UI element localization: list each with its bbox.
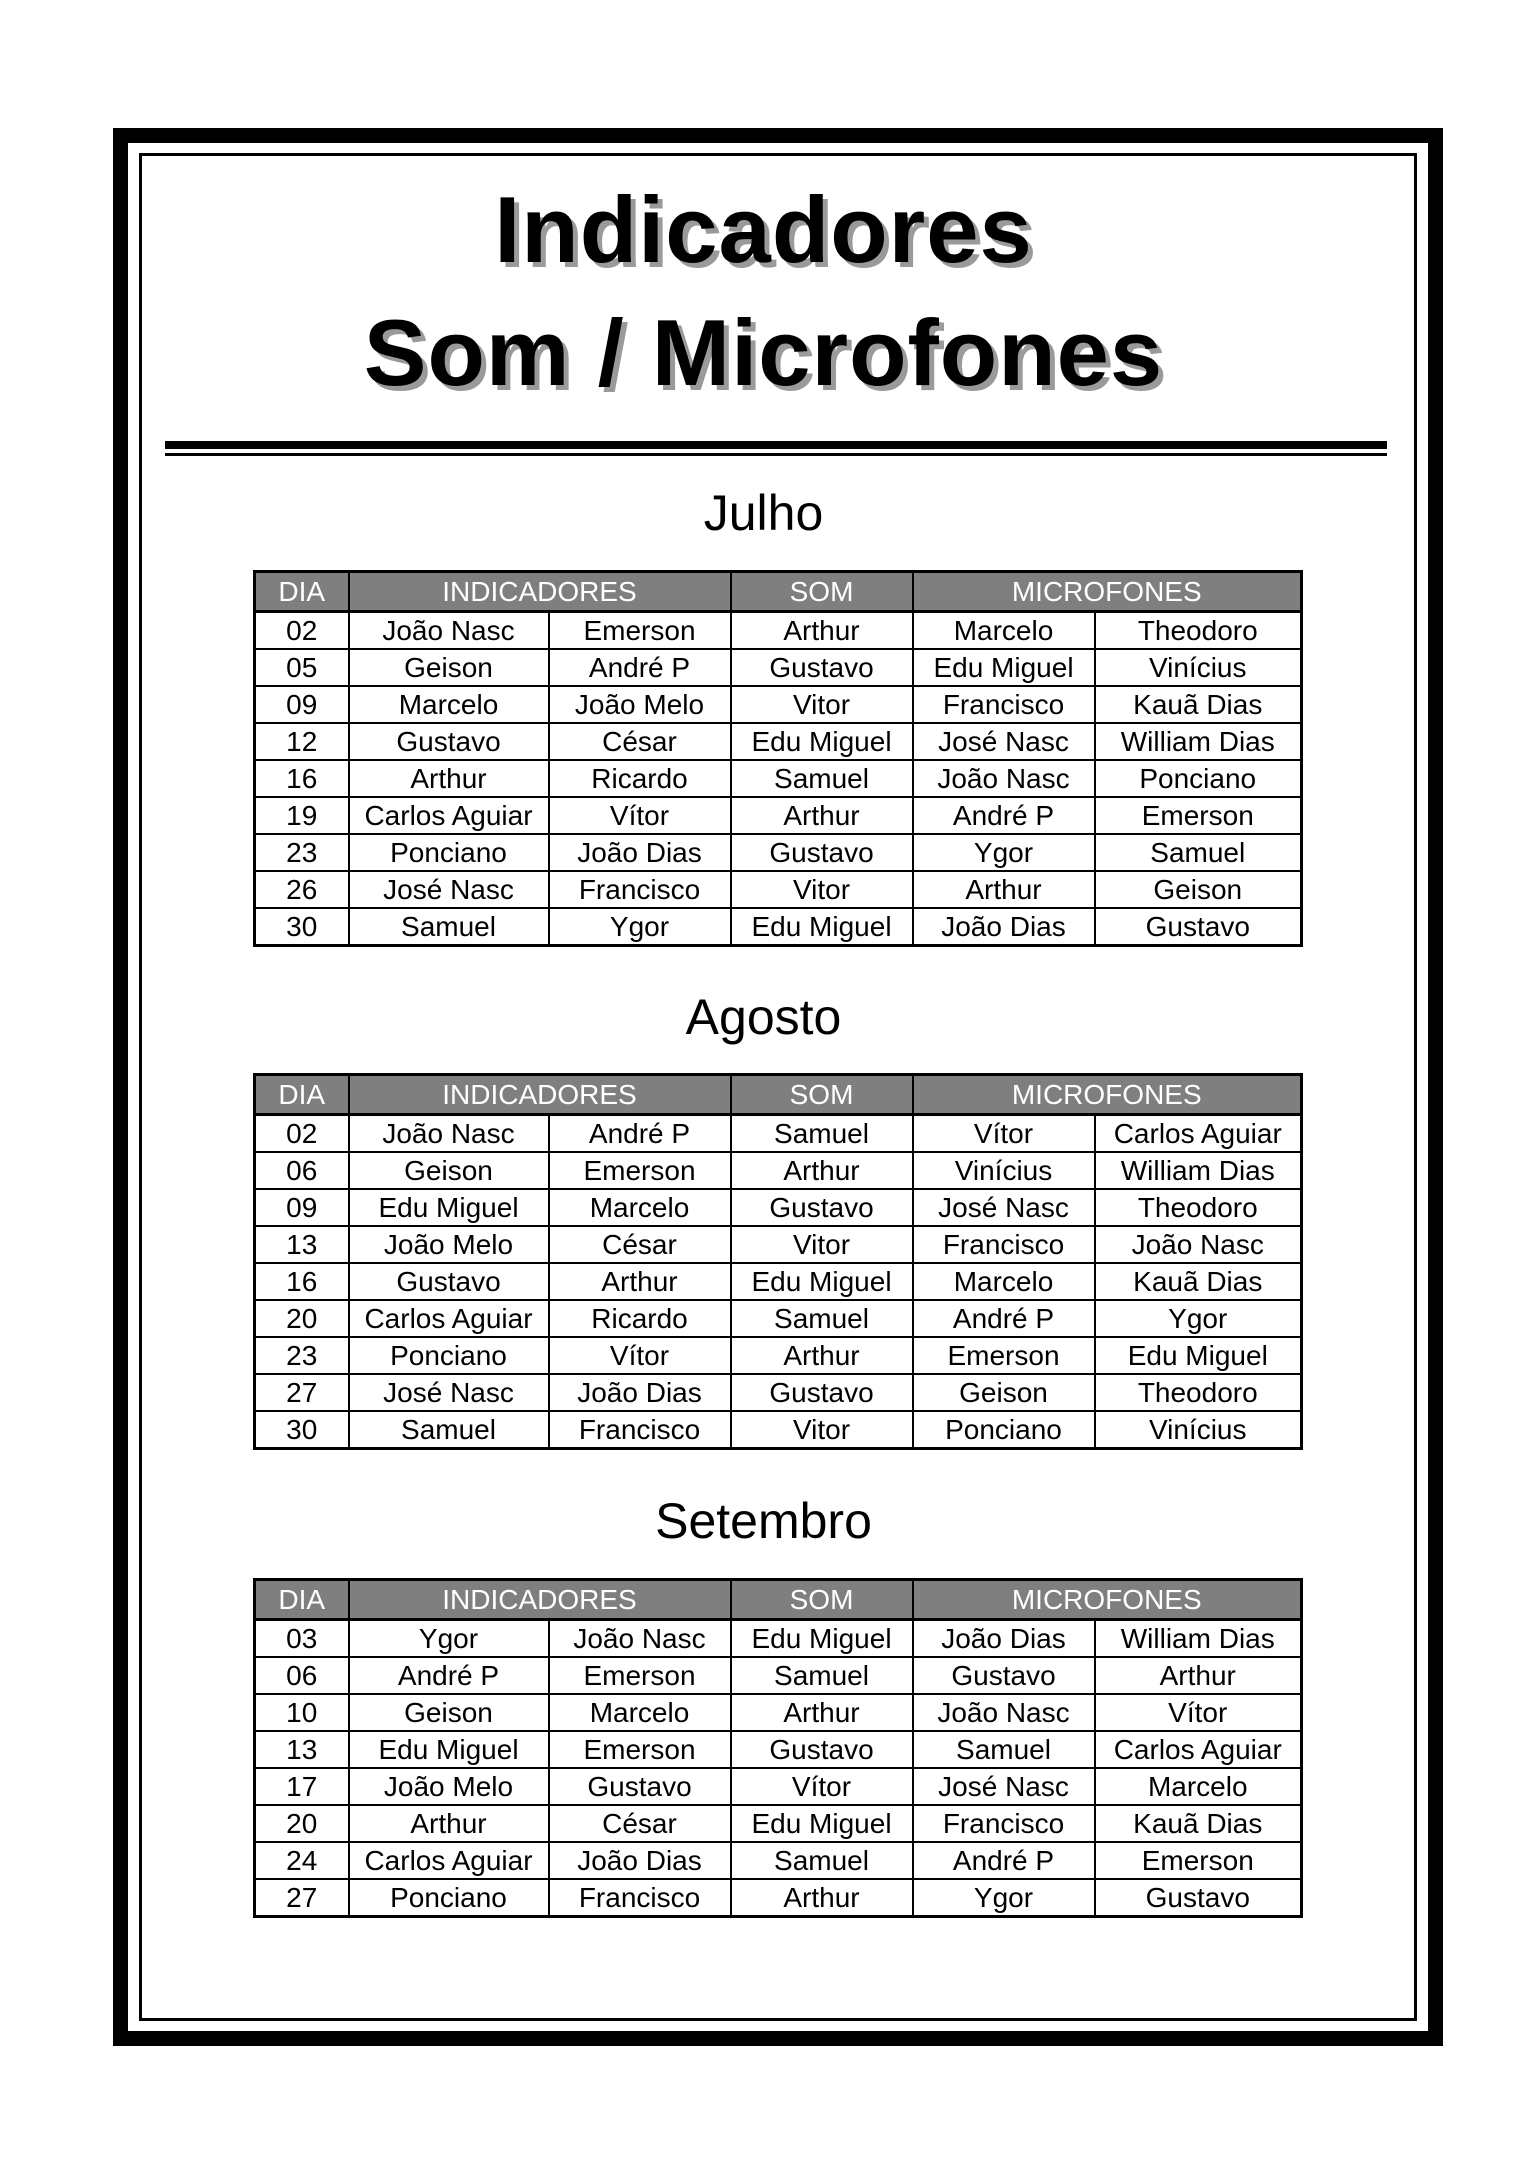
cell-indicador-1: Marcelo (349, 686, 549, 723)
cell-som: Vitor (731, 1226, 913, 1263)
cell-dia: 10 (255, 1694, 349, 1731)
header-indicadores: INDICADORES (349, 572, 731, 612)
cell-indicador-2: André P (549, 649, 731, 686)
cell-dia: 06 (255, 1152, 349, 1189)
cell-microfone-1: Vítor (913, 1115, 1095, 1153)
table-row (255, 1152, 1302, 1189)
cell-dia: 27 (255, 1374, 349, 1411)
cell-microfone-1: Francisco (913, 1226, 1095, 1263)
cell-microfone-1: André P (913, 1842, 1095, 1879)
cell-indicador-2: Ricardo (549, 1300, 731, 1337)
table-row (255, 1657, 1302, 1694)
schedule-table (253, 1073, 1303, 1450)
cell-indicador-1: Samuel (349, 908, 549, 946)
cell-microfone-1: André P (913, 797, 1095, 834)
header-dia: DIA (255, 1075, 349, 1115)
cell-microfone-2: Theodoro (1095, 612, 1302, 650)
cell-microfone-1: André P (913, 1300, 1095, 1337)
table-row (255, 1115, 1302, 1153)
cell-microfone-2: Kauã Dias (1095, 686, 1302, 723)
cell-microfone-1: Marcelo (913, 1263, 1095, 1300)
cell-dia: 13 (255, 1731, 349, 1768)
table-row (255, 1694, 1302, 1731)
cell-microfone-1: José Nasc (913, 1768, 1095, 1805)
cell-microfone-1: Ygor (913, 1879, 1095, 1917)
cell-som: Arthur (731, 1694, 913, 1731)
cell-indicador-1: João Nasc (349, 612, 549, 650)
page-title-line-2: Som / Microfones (363, 300, 1164, 405)
cell-microfone-2: Gustavo (1095, 1879, 1302, 1917)
cell-indicador-2: Francisco (549, 871, 731, 908)
table-header-row (255, 1075, 1302, 1115)
header-som: SOM (731, 1580, 913, 1620)
cell-microfone-1: Emerson (913, 1337, 1095, 1374)
cell-indicador-1: Ponciano (349, 1879, 549, 1917)
title-divider-thick (165, 441, 1387, 449)
cell-dia: 13 (255, 1226, 349, 1263)
cell-indicador-1: José Nasc (349, 1374, 549, 1411)
cell-som: Edu Miguel (731, 723, 913, 760)
header-indicadores: INDICADORES (349, 1580, 731, 1620)
cell-microfone-2: Marcelo (1095, 1768, 1302, 1805)
cell-microfone-2: Theodoro (1095, 1374, 1302, 1411)
cell-som: Arthur (731, 1337, 913, 1374)
cell-indicador-2: João Dias (549, 834, 731, 871)
cell-microfone-2: Arthur (1095, 1657, 1302, 1694)
table-row (255, 612, 1302, 650)
cell-microfone-2: Geison (1095, 871, 1302, 908)
cell-microfone-2: Theodoro (1095, 1189, 1302, 1226)
cell-indicador-2: Emerson (549, 612, 731, 650)
table-row (255, 1226, 1302, 1263)
cell-dia: 02 (255, 612, 349, 650)
cell-dia: 06 (255, 1657, 349, 1694)
cell-som: Samuel (731, 1115, 913, 1153)
cell-som: Gustavo (731, 649, 913, 686)
cell-microfone-1: Geison (913, 1374, 1095, 1411)
cell-dia: 16 (255, 1263, 349, 1300)
cell-indicador-2: Gustavo (549, 1768, 731, 1805)
cell-som: Gustavo (731, 1374, 913, 1411)
cell-indicador-2: Emerson (549, 1657, 731, 1694)
cell-som: Samuel (731, 1842, 913, 1879)
cell-dia: 03 (255, 1620, 349, 1658)
cell-indicador-1: João Nasc (349, 1115, 549, 1153)
cell-microfone-2: Kauã Dias (1095, 1805, 1302, 1842)
cell-som: Vitor (731, 871, 913, 908)
cell-indicador-2: João Dias (549, 1842, 731, 1879)
cell-som: Vitor (731, 1411, 913, 1449)
cell-dia: 05 (255, 649, 349, 686)
cell-dia: 09 (255, 1189, 349, 1226)
cell-indicador-2: Marcelo (549, 1694, 731, 1731)
cell-dia: 19 (255, 797, 349, 834)
cell-indicador-1: Gustavo (349, 1263, 549, 1300)
cell-microfone-2: Samuel (1095, 834, 1302, 871)
table-header-row (255, 1580, 1302, 1620)
cell-microfone-1: José Nasc (913, 1189, 1095, 1226)
header-dia: DIA (255, 1580, 349, 1620)
cell-som: Vítor (731, 1768, 913, 1805)
cell-indicador-1: Edu Miguel (349, 1731, 549, 1768)
cell-indicador-1: Carlos Aguiar (349, 1842, 549, 1879)
cell-som: Samuel (731, 1657, 913, 1694)
cell-microfone-2: Vinícius (1095, 649, 1302, 686)
cell-indicador-1: Ponciano (349, 1337, 549, 1374)
cell-microfone-2: João Nasc (1095, 1226, 1302, 1263)
cell-indicador-1: Gustavo (349, 723, 549, 760)
cell-indicador-1: Geison (349, 649, 549, 686)
table-row (255, 1879, 1302, 1917)
table-row (255, 797, 1302, 834)
cell-som: Gustavo (731, 1731, 913, 1768)
cell-microfone-1: Vinícius (913, 1152, 1095, 1189)
cell-indicador-2: Marcelo (549, 1189, 731, 1226)
cell-microfone-2: Vinícius (1095, 1411, 1302, 1449)
cell-microfone-1: Ygor (913, 834, 1095, 871)
cell-microfone-2: Vítor (1095, 1694, 1302, 1731)
cell-microfone-2: Carlos Aguiar (1095, 1731, 1302, 1768)
cell-indicador-1: João Melo (349, 1226, 549, 1263)
table-row (255, 1620, 1302, 1658)
header-microfones: MICROFONES (913, 1075, 1302, 1115)
schedule-table (253, 570, 1303, 947)
cell-som: Arthur (731, 797, 913, 834)
cell-indicador-2: Ygor (549, 908, 731, 946)
cell-dia: 30 (255, 908, 349, 946)
cell-indicador-1: Samuel (349, 1411, 549, 1449)
cell-som: Edu Miguel (731, 1263, 913, 1300)
cell-indicador-2: Emerson (549, 1731, 731, 1768)
table-row (255, 649, 1302, 686)
header-som: SOM (731, 1075, 913, 1115)
cell-indicador-1: Carlos Aguiar (349, 1300, 549, 1337)
cell-indicador-2: João Nasc (549, 1620, 731, 1658)
cell-dia: 27 (255, 1879, 349, 1917)
cell-microfone-2: Ygor (1095, 1300, 1302, 1337)
cell-indicador-1: José Nasc (349, 871, 549, 908)
cell-microfone-1: Francisco (913, 686, 1095, 723)
cell-microfone-1: Marcelo (913, 612, 1095, 650)
cell-som: Samuel (731, 1300, 913, 1337)
cell-som: Edu Miguel (731, 1805, 913, 1842)
table-row (255, 834, 1302, 871)
cell-som: Gustavo (731, 834, 913, 871)
header-dia: DIA (255, 572, 349, 612)
cell-indicador-2: César (549, 1226, 731, 1263)
cell-dia: 23 (255, 1337, 349, 1374)
cell-indicador-2: Arthur (549, 1263, 731, 1300)
cell-indicador-1: André P (349, 1657, 549, 1694)
table-row (255, 1337, 1302, 1374)
table-header-row (255, 572, 1302, 612)
cell-microfone-2: Emerson (1095, 1842, 1302, 1879)
cell-microfone-2: William Dias (1095, 1152, 1302, 1189)
cell-som: Edu Miguel (731, 908, 913, 946)
schedule-table (253, 1578, 1303, 1918)
cell-microfone-1: José Nasc (913, 723, 1095, 760)
cell-som: Vitor (731, 686, 913, 723)
table-row (255, 871, 1302, 908)
cell-microfone-2: Emerson (1095, 797, 1302, 834)
cell-microfone-2: Edu Miguel (1095, 1337, 1302, 1374)
table-row (255, 1842, 1302, 1879)
cell-som: Arthur (731, 1152, 913, 1189)
cell-microfone-1: João Nasc (913, 760, 1095, 797)
table-row (255, 908, 1302, 946)
header-microfones: MICROFONES (913, 572, 1302, 612)
cell-indicador-2: Vítor (549, 1337, 731, 1374)
cell-indicador-2: Francisco (549, 1879, 731, 1917)
cell-dia: 17 (255, 1768, 349, 1805)
table-row (255, 686, 1302, 723)
table-row (255, 1263, 1302, 1300)
header-som: SOM (731, 572, 913, 612)
cell-indicador-2: Ricardo (549, 760, 731, 797)
cell-indicador-1: Arthur (349, 760, 549, 797)
cell-microfone-2: William Dias (1095, 1620, 1302, 1658)
cell-microfone-1: João Nasc (913, 1694, 1095, 1731)
cell-microfone-1: Francisco (913, 1805, 1095, 1842)
cell-indicador-2: César (549, 1805, 731, 1842)
month-title: Julho (703, 485, 824, 541)
month-title: Setembro (655, 1493, 872, 1549)
cell-microfone-1: João Dias (913, 908, 1095, 946)
cell-indicador-2: André P (549, 1115, 731, 1153)
cell-dia: 26 (255, 871, 349, 908)
cell-indicador-1: Ygor (349, 1620, 549, 1658)
cell-dia: 20 (255, 1805, 349, 1842)
cell-dia: 12 (255, 723, 349, 760)
cell-microfone-2: William Dias (1095, 723, 1302, 760)
cell-indicador-1: João Melo (349, 1768, 549, 1805)
cell-dia: 30 (255, 1411, 349, 1449)
cell-microfone-2: Carlos Aguiar (1095, 1115, 1302, 1153)
cell-som: Arthur (731, 612, 913, 650)
table-row (255, 1768, 1302, 1805)
cell-dia: 20 (255, 1300, 349, 1337)
cell-microfone-1: Arthur (913, 871, 1095, 908)
cell-microfone-1: Edu Miguel (913, 649, 1095, 686)
cell-microfone-2: Ponciano (1095, 760, 1302, 797)
header-microfones: MICROFONES (913, 1580, 1302, 1620)
cell-microfone-1: Samuel (913, 1731, 1095, 1768)
table-row (255, 1300, 1302, 1337)
cell-indicador-1: Carlos Aguiar (349, 797, 549, 834)
table-row (255, 1805, 1302, 1842)
cell-indicador-2: João Melo (549, 686, 731, 723)
cell-indicador-1: Ponciano (349, 834, 549, 871)
table-row (255, 1189, 1302, 1226)
cell-indicador-2: César (549, 723, 731, 760)
cell-indicador-1: Geison (349, 1152, 549, 1189)
table-row (255, 1731, 1302, 1768)
cell-dia: 16 (255, 760, 349, 797)
cell-dia: 02 (255, 1115, 349, 1153)
cell-som: Gustavo (731, 1189, 913, 1226)
cell-som: Edu Miguel (731, 1620, 913, 1658)
table-row (255, 723, 1302, 760)
cell-microfone-1: João Dias (913, 1620, 1095, 1658)
cell-dia: 09 (255, 686, 349, 723)
title-divider-thin (165, 453, 1387, 456)
cell-indicador-2: Francisco (549, 1411, 731, 1449)
cell-indicador-2: João Dias (549, 1374, 731, 1411)
cell-microfone-1: Gustavo (913, 1657, 1095, 1694)
page-title-line-1: Indicadores (494, 177, 1033, 282)
month-title: Agosto (685, 989, 842, 1045)
cell-indicador-2: Emerson (549, 1152, 731, 1189)
cell-indicador-2: Vítor (549, 797, 731, 834)
cell-indicador-1: Edu Miguel (349, 1189, 549, 1226)
header-indicadores: INDICADORES (349, 1075, 731, 1115)
table-row (255, 1411, 1302, 1449)
cell-indicador-1: Arthur (349, 1805, 549, 1842)
cell-dia: 24 (255, 1842, 349, 1879)
cell-microfone-2: Gustavo (1095, 908, 1302, 946)
cell-dia: 23 (255, 834, 349, 871)
cell-microfone-1: Ponciano (913, 1411, 1095, 1449)
table-row (255, 1374, 1302, 1411)
cell-som: Samuel (731, 760, 913, 797)
cell-som: Arthur (731, 1879, 913, 1917)
cell-microfone-2: Kauã Dias (1095, 1263, 1302, 1300)
table-row (255, 760, 1302, 797)
cell-indicador-1: Geison (349, 1694, 549, 1731)
